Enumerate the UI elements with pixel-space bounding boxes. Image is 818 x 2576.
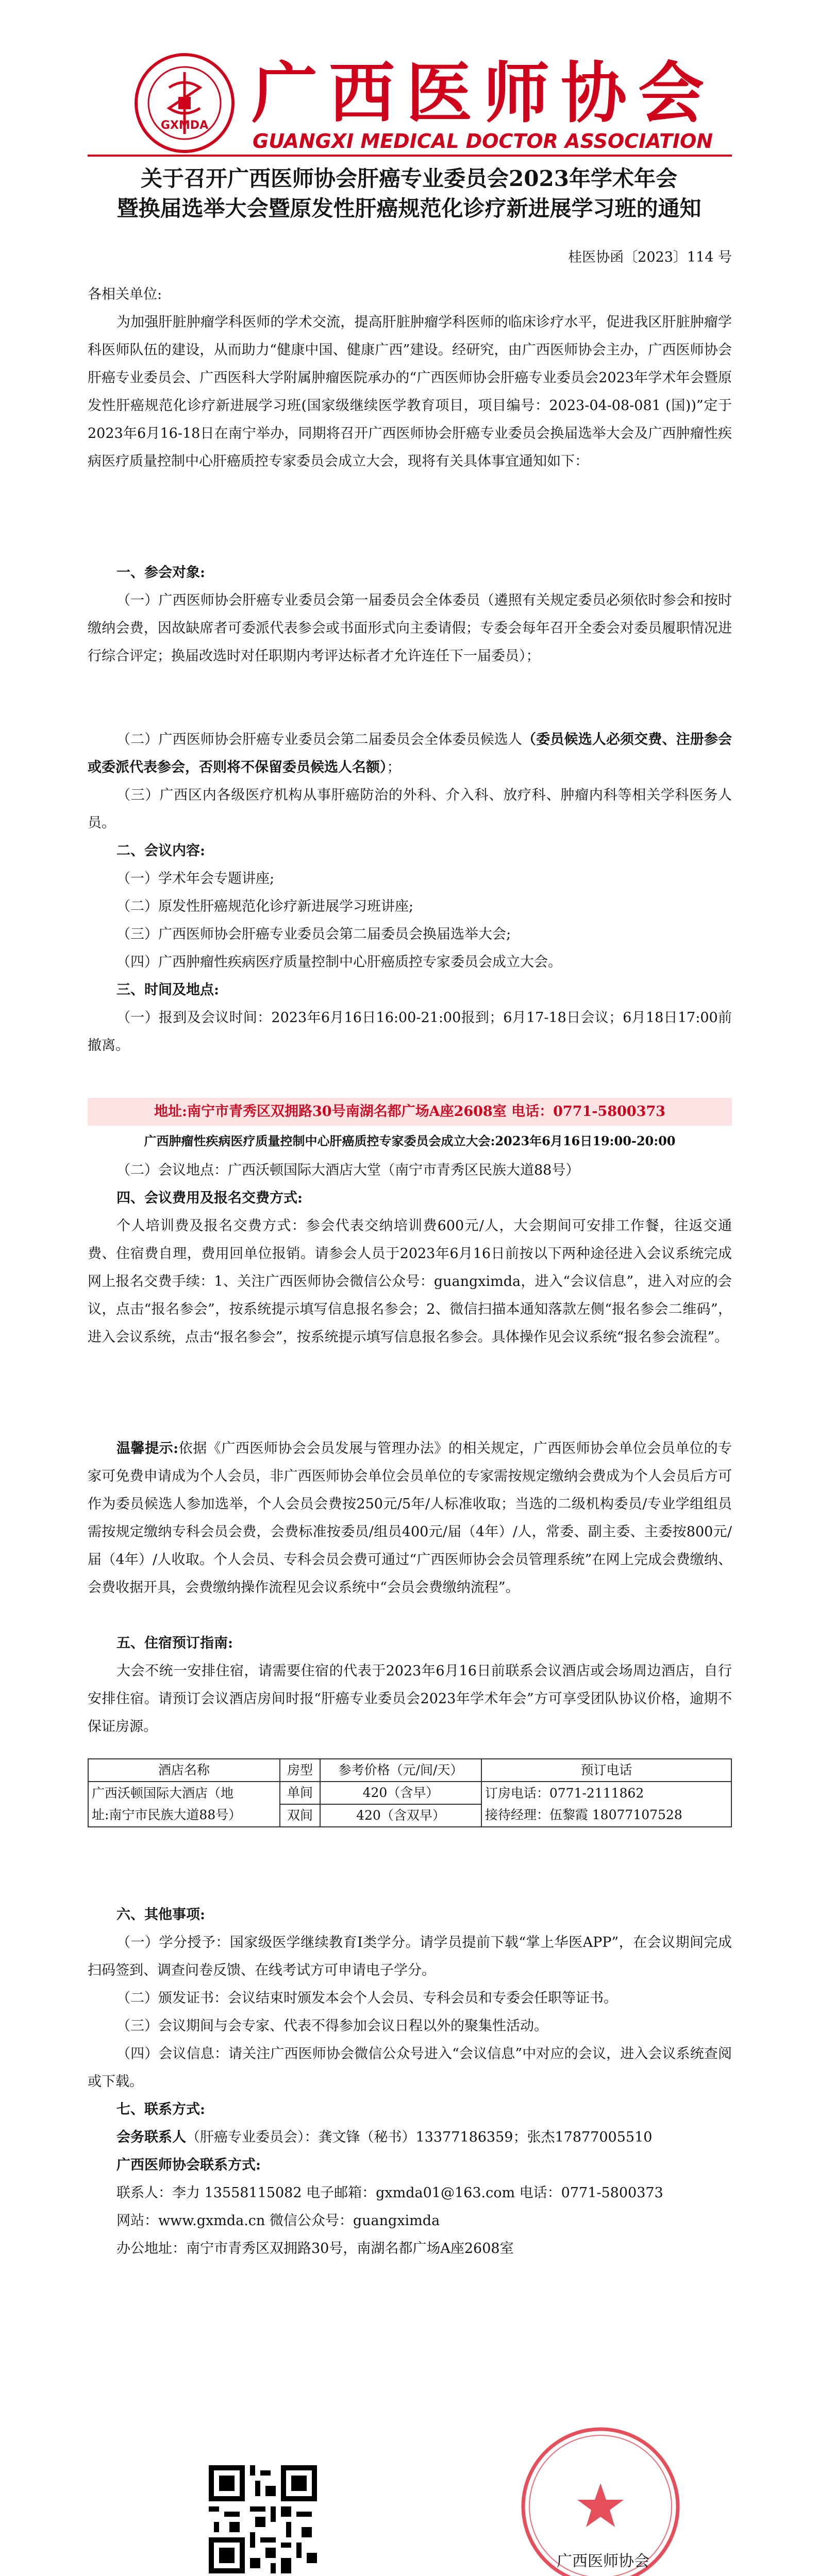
logo-text: GXMDA [160,119,209,132]
table-row [88,1782,731,1804]
header-divider [88,155,732,157]
section-1-item-2-emphasis: （委员候选人必须交费、注册参会或委派代表参会，否则将不保留委员候选人名额） [88,732,732,775]
organization-name-cn: 广西医师协会 [252,55,716,132]
section-1-title: 一、参会对象: [116,565,205,581]
booking-phone-line1: 订房电话：0771-2111862 [485,1786,644,1801]
section-3-item-1: （一）报到及会议时间：2023年6月16日16:00-21:00报到；6月17-18日会议；6月18日17:00前撤离。 [88,1010,732,1054]
hotel-table [88,1758,732,1827]
hotel-name-cell [88,1782,280,1827]
booking-phone-cell [481,1782,731,1827]
section-1-item-1: （一）广西医师协会肝癌专业委员会第一届委员会全体委员（遴照有关规定委员必须依时参会和按时缴纳会费，因故缺席者可委派代表参会或书面形式向主委请假；专委会每年召开全委会对委员履职情况进行综合评定；换届改选时对任职期内考评达标者才允许连任下一届委员）； [88,592,732,664]
table-header-phone: 预订电话 [481,1759,731,1782]
price-double: 420（含双早） [320,1804,481,1827]
section-5-paragraph: 大会不统一安排住宿，请需要住宿的代表于2023年6月16日前联系会议酒店或会场周边酒店，自行安排住宿。请预订会议酒店房间时报“肝癌专业委员会2023年学术年会”方可享受团队协议价格，逾期不保证房源。 [88,1663,732,1735]
booking-phone-line2: 接待经理：伍黎霞 18077107528 [485,1807,682,1822]
association-contact-line1: 联系人：李力 13558115082 电子邮箱：gxmda01@163.com 电话：0771-5800373 [116,2185,663,2201]
table-header-room: 房型 [280,1759,320,1782]
registration-qr-code[interactable] [209,2465,317,2573]
section-2-item-1: （一）学术年会专题讲座; [116,871,275,887]
association-contact-line2: 网站：www.gxmda.cn 微信公众号：guangximda [116,2213,440,2229]
notice-title-line2: 暨换届选举大会暨原发性肝癌规范化诊疗新进展学习班的通知 [116,196,702,221]
document-number: 桂医协函〔2023〕114 号 [568,249,732,265]
section-4-fee-paragraph: 个人培训费及报名交费方式：参会代表交纳培训费600元/人，大会期间可安排工作餐，往返交通费、住宿费自理，费用回单位报销。请参会人员于2023年6月16日前按以下两种途径进入会议系统完成网上报名交费手续：1、关注广西医师协会微信公众号：guangximda，进入“会议信息”，进入对应的会议，点击“报名参会”，按系统提示填写信息报名参会；2、微信扫描本通知落款左侧“报名参会二维码”，进入会议系统，点击“报名参会”，按系统提示填写信息报名参会。具体操作见会议系统“报名参会流程”。 [88,1218,732,1345]
hotel-name-line2: 址:南宁市民族大道88号） [92,1807,242,1822]
section-4-title: 四、会议费用及报名交费方式: [116,1190,303,1206]
section-6-item-2: （二）颁发证书：会议结束时颁发本会个人会员、专科会员和专委会任职等证书。 [116,1990,617,2006]
section-7-title: 七、联系方式: [116,2102,205,2117]
room-type-double: 双间 [280,1804,320,1827]
organization-name-en: GUANGXI MEDICAL DOCTOR ASSOCIATION [253,130,713,152]
association-contact-line3: 办公地址：南宁市青秀区双拥路30号，南湖名都广场A座2608室 [116,2241,514,2257]
association-logo [133,52,236,155]
hotel-name-line1: 广西沃顿国际大酒店（地 [92,1786,234,1801]
table-header-hotel: 酒店名称 [88,1759,280,1782]
section-3-title: 三、时间及地点: [116,982,219,998]
section-6-item-4: （四）会议信息：请关注广西医师协会微信公众号进入“会议信息”中对应的会议，进入会议系统查阅或下载。 [88,2046,732,2090]
section-6-item-1: （一）学分授予：国家级医学继续教育Ⅰ类学分。请学员提前下载“掌上华医APP”，在会议期间完成扫码签到、调查问卷反馈、在线考试方可申请电子学分。 [88,1935,732,1978]
section-2-title: 二、会议内容: [116,843,205,859]
section-4-tip-paragraph [88,1435,732,1602]
association-contact-title: 广西医师协会联系方式: [116,2157,261,2173]
section-2-item-3: （三）广西医师协会肝癌专业委员会第二届委员会换届选举大会; [116,926,511,942]
section-3-item-2: （二）会议地点：广西沃顿国际大酒店大堂（南宁市青秀区民族大道88号） [116,1162,580,1178]
section-2-item-4: （四）广西肿瘤性疾病医疗质量控制中心肝癌质控专家委员会成立大会。 [116,954,562,970]
committee-contact-text: （肝癌专业委员会）：龚文锋（秘书）13377186359；张杰17877005510 [186,2129,653,2145]
section-1-item-2-text: （二）广西医师协会肝癌专业委员会第二届委员会全体委员候选人 [116,732,523,748]
notice-title-line1: 关于召开广西医师协会肝癌专业委员会2023年学术年会 [141,166,677,191]
intro-paragraph: 为加强肝脏肿瘤学科医师的学术交流，提高肝脏肿瘤学科医师的临床诊疗水平，促进我区肝脏肿瘤学科医师队伍的建设，从而助力“健康中国、健康广西”建设。经研究，由广西医师协会主办，广西医师协会肝癌专业委员会、广西医科大学附属肿瘤医院承办的“广西医师协会肝癌专业委员会2023年学术年会暨原发性肝癌规范化诊疗新进展学习班(国家级继续医学教育项目，项目编号：2023-04-08-081 (国))”定于2023年6月16-18日在南宁举办，同期将召开广西医师协会肝癌专业委员会换届选举大会及广西肿瘤性疾病医疗质量控制中心肝癌质控专家委员会成立大会，现将有关具体事宜通知如下： [88,314,732,469]
section-5-title: 五、住宿预订指南: [116,1635,233,1651]
signature-organization: 广西医师协会 [557,2552,649,2570]
section-6-title: 六、其他事项: [116,1907,205,1923]
section-1-item-2-end: ； [387,759,401,775]
table-header-price: 参考价格（元/间/天） [320,1759,481,1782]
address-highlight-bar: 地址:南宁市青秀区双拥路30号南湖名都广场A座2608室 电话：0771-5800373 [88,1098,732,1126]
committee-contact-label: 会务联系人 [116,2129,186,2145]
committee-contact [88,2124,732,2151]
table-header-row [88,1759,731,1782]
section-6-item-3: （三）会议期间与会专家、代表不得参加会议日程以外的聚集性活动。 [116,2018,548,2034]
tip-label: 温馨提示: [116,1440,179,1456]
tip-text: 依据《广西医师协会会员发展与管理办法》的相关规定，广西医师协会单位会员单位的专家可免费申请成为个人会员，非广西医师协会单位会员单位的专家需按规定缴纳会费成为个人会员后方可作为委员候选人参加选举，个人会员会费按250元/5年/人标准收取；当选的二级机构委员/专业学组组员需按规定缴纳专科会员会费，会费标准按委员/组员400元/届（4年）/人，常委、副主委、主委按800元/届（4年）/人收取。个人会员、专科会员会费可通过“广西医师协会会员管理系统”在网上完成会费缴纳、会费收据开具，会费缴纳操作流程见会议系统中“会员会费缴纳流程”。 [88,1440,732,1596]
section-1-item-3: （三）广西区内各级医疗机构从事肝癌防治的外科、介入科、放疗科、肿瘤内科等相关学科医务人员。 [88,787,732,831]
room-type-single: 单间 [280,1782,320,1804]
qc-committee-meeting-time: 广西肿瘤性疾病医疗质量控制中心肝癌质控专家委员会成立大会:2023年6月16日19:00-20:00 [144,1133,676,1148]
salutation: 各相关单位: [88,286,162,302]
section-2-item-2: （二）原发性肝癌规范化诊疗新进展学习班讲座; [116,899,414,914]
section-1-item-2 [88,726,732,782]
price-single: 420（含早） [320,1782,481,1804]
